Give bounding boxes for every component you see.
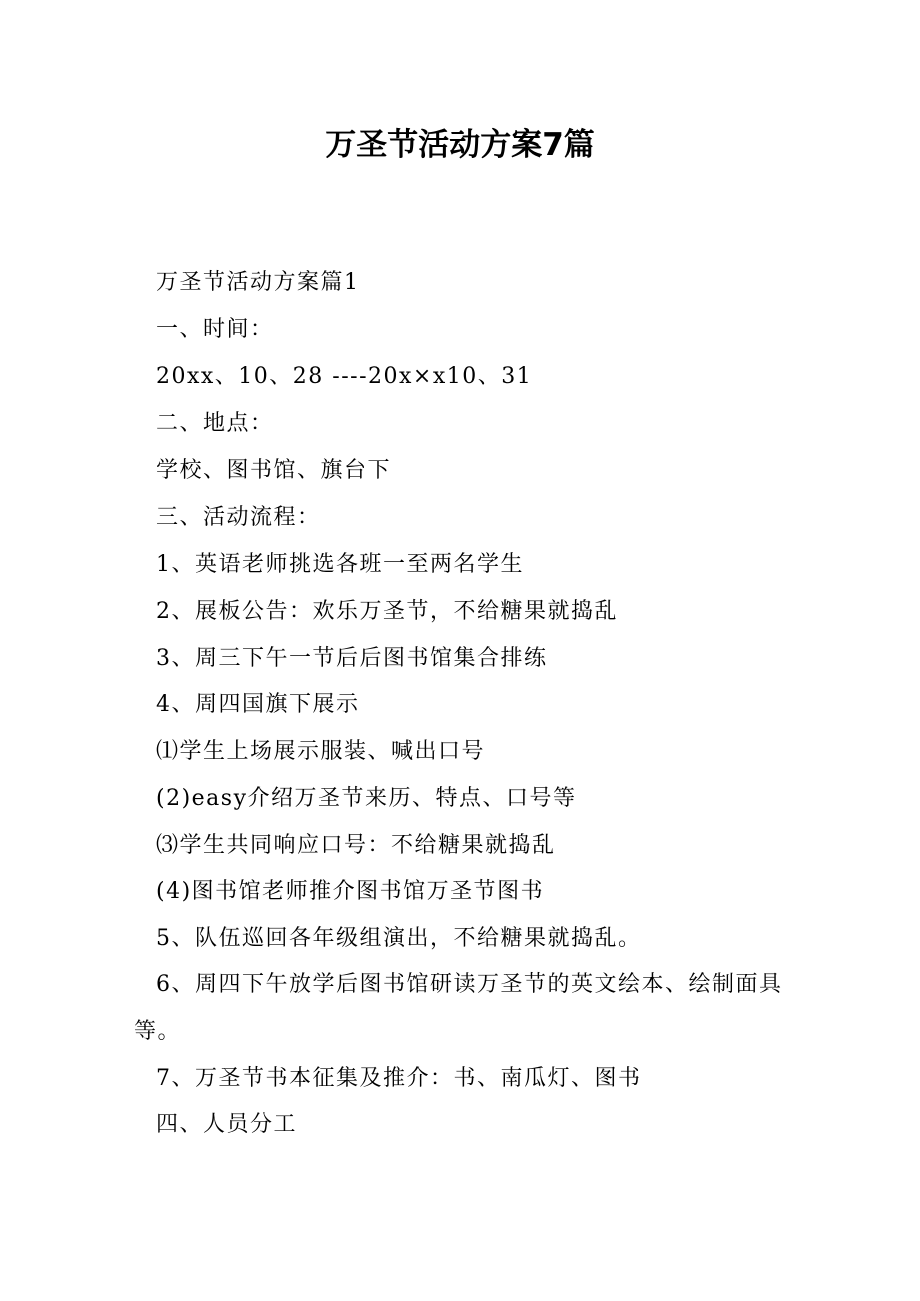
paragraph-line: 2、展板公告：欢乐万圣节，不给糖果就捣乱 <box>156 599 618 624</box>
paragraph-line: 20xx、10、28 ----20x×x10、31 <box>156 364 533 389</box>
paragraph-line: ⑴学生上场展示服装、喊出口号 <box>156 739 486 764</box>
paragraph-line: 等。 <box>134 1019 182 1044</box>
paragraph-line: 三、活动流程： <box>156 505 321 530</box>
paragraph-line: ⑶学生共同响应口号：不给糖果就捣乱 <box>156 833 556 858</box>
paragraph-line: 四、人员分工 <box>156 1112 298 1137</box>
section-heading: 万圣节活动方案篇1 <box>156 270 360 295</box>
paragraph-line: 4、周四国旗下展示 <box>156 692 360 717</box>
paragraph-line: 6、周四下午放学后图书馆研读万圣节的英文绘本、绘制面具 <box>156 972 783 997</box>
paragraph-line: 3、周三下午一节后后图书馆集合排练 <box>156 646 548 671</box>
paragraph-line: (4)图书馆老师推介图书馆万圣节图书 <box>156 879 545 904</box>
paragraph-line: 学校、图书馆、旗台下 <box>156 458 392 483</box>
paragraph-line: 5、队伍巡回各年级组演出，不给糖果就捣乱。 <box>156 926 642 951</box>
paragraph-line: (2)easy介绍万圣节来历、特点、口号等 <box>156 786 577 811</box>
paragraph-line: 二、地点： <box>156 411 274 436</box>
document-title: 万圣节活动方案7篇 <box>325 127 595 163</box>
paragraph-line: 7、万圣节书本征集及推介：书、南瓜灯、图书 <box>156 1066 642 1091</box>
paragraph-line: 1、英语老师挑选各班一至两名学生 <box>156 552 524 577</box>
paragraph-line: 一、时间： <box>156 317 274 342</box>
